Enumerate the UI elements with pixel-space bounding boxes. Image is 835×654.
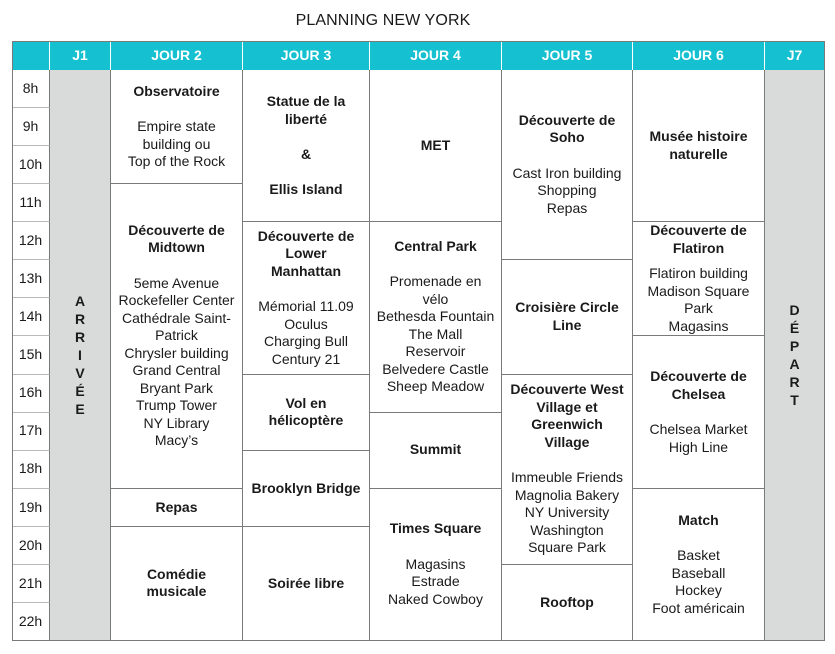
activity-item: Trump Tower <box>136 397 217 414</box>
activity-block <box>111 70 243 184</box>
activity-block <box>243 222 370 374</box>
header-col-3: JOUR 3 <box>243 41 370 70</box>
activity-title: hélicoptère <box>268 412 344 429</box>
hour-label: 9h <box>12 108 50 146</box>
activity-item: Immeuble Friends <box>510 469 624 486</box>
activity-item: Reservoir <box>405 343 466 360</box>
activity-title: Ellis Island <box>269 180 343 197</box>
activity-item: Magasins <box>668 317 729 334</box>
activity-title: Soirée libre <box>267 574 345 591</box>
hour-label: 10h <box>12 146 50 184</box>
activity-title: Découverte West <box>510 381 624 398</box>
activity-title: Manhattan <box>271 262 341 279</box>
activity-title: Rooftop <box>540 593 594 610</box>
activity-item: High Line <box>668 438 729 455</box>
header-corner <box>12 41 50 70</box>
activity-block <box>370 489 502 641</box>
activity-item: building ou <box>142 135 211 152</box>
activity-title: Line <box>552 316 582 333</box>
activity-block <box>243 70 370 222</box>
hour-label: 14h <box>12 298 50 336</box>
activity-item: Basket <box>677 547 720 564</box>
vertical-letter: R <box>74 311 86 328</box>
activity-item: Square Park <box>528 539 606 556</box>
activity-item: Charging Bull <box>263 333 349 350</box>
vertical-letter: É <box>789 320 800 337</box>
header-col-6: JOUR 6 <box>633 41 765 70</box>
header-col-5: JOUR 5 <box>502 41 633 70</box>
planning-grid <box>12 41 825 641</box>
activity-title: Village et <box>536 398 598 415</box>
vertical-letter: A <box>789 356 800 373</box>
activity-title: Chelsea <box>671 385 726 402</box>
activity-item: Century 21 <box>271 350 341 367</box>
hour-label: 19h <box>12 489 50 527</box>
activity-block <box>370 70 502 222</box>
activity-item: vélo <box>422 290 449 307</box>
activity-title: Musée histoire <box>649 128 748 145</box>
activity-item: Sheep Meadow <box>386 378 485 395</box>
vertical-letter: P <box>789 338 800 355</box>
activity-item: Flatiron building <box>649 265 748 282</box>
hour-label: 18h <box>12 451 50 489</box>
activity-item: Hockey <box>675 582 722 599</box>
vertical-letter: R <box>789 374 800 391</box>
activity-title: Découverte de <box>257 227 355 244</box>
activity-item: NY Library <box>143 414 210 431</box>
hour-label: 21h <box>12 565 50 603</box>
activity-title: Observatoire <box>133 82 220 99</box>
vertical-letter: R <box>74 329 86 346</box>
header-col-2: JOUR 2 <box>111 41 243 70</box>
activity-item: Washington <box>530 521 604 538</box>
activity-block <box>502 70 633 260</box>
hour-label: 11h <box>12 184 50 222</box>
activity-block <box>502 260 633 374</box>
activity-item: Mémorial 11.09 <box>258 298 354 315</box>
activity-item: NY University <box>524 504 610 521</box>
activity-item: Madison Square <box>647 282 750 299</box>
activity-block <box>243 527 370 641</box>
activity-item: Oculus <box>284 315 328 332</box>
activity-item: Bethesda Fountain <box>376 308 495 325</box>
vertical-letter: I <box>78 347 82 364</box>
activity-title: Times Square <box>389 520 482 537</box>
vertical-letter: D <box>789 302 800 319</box>
vertical-letter: É <box>75 383 85 400</box>
activity-title: Soho <box>549 129 585 146</box>
vertical-letter: T <box>790 392 799 409</box>
activity-block <box>633 70 765 222</box>
activity-title: Flatiron <box>672 239 725 256</box>
vertical-letter: E <box>75 401 85 418</box>
activity-block <box>111 489 243 527</box>
activity-block <box>633 489 765 641</box>
activity-title: naturelle <box>669 145 728 162</box>
activity-title: Découverte de <box>650 368 747 385</box>
vertical-letter: A <box>74 293 86 310</box>
activity-title: MET <box>420 136 451 153</box>
activity-block <box>243 451 370 527</box>
activity-block <box>111 527 243 641</box>
activity-title: Vol en <box>285 394 327 411</box>
activity-title: musicale <box>146 583 207 600</box>
vertical-letter: V <box>75 365 85 382</box>
header-col-1: J1 <box>50 41 111 70</box>
activity-title: Village <box>544 433 590 450</box>
activity-item: Park <box>684 300 713 317</box>
activity-item: Chrysler building <box>124 344 229 361</box>
activity-item: Shopping <box>537 182 597 199</box>
activity-title: & <box>300 145 312 162</box>
activity-item: Magnolia Bakery <box>514 486 620 503</box>
activity-item: Promenade en <box>389 273 482 290</box>
activity-item: Baseball <box>671 564 726 581</box>
activity-item: Estrade <box>411 573 460 590</box>
activity-title: Central Park <box>394 237 477 254</box>
activity-title: Statue de la <box>266 93 346 110</box>
activity-item: Grand Central <box>132 362 221 379</box>
activity-block <box>243 375 370 451</box>
activity-block <box>502 565 633 641</box>
activity-item: Patrick <box>155 327 198 344</box>
activity-title: Découverte de <box>650 222 747 239</box>
activity-item: 5eme Avenue <box>133 274 220 291</box>
activity-title: Brooklyn Bridge <box>251 479 361 496</box>
activity-title: Lower <box>285 245 327 262</box>
activity-title: Summit <box>409 441 462 458</box>
hour-label: 17h <box>12 413 50 451</box>
activity-item: Rockefeller Center <box>118 292 235 309</box>
activity-item: Repas <box>546 199 588 216</box>
activity-item: The Mall <box>408 325 463 342</box>
hour-label: 16h <box>12 375 50 413</box>
activity-item: Top of the Rock <box>127 153 226 170</box>
activity-item: Belvedere Castle <box>382 360 489 377</box>
activity-item: Bryant Park <box>139 379 214 396</box>
hour-label: 20h <box>12 527 50 565</box>
activity-title: Repas <box>155 498 198 515</box>
activity-block <box>111 184 243 489</box>
activity-title: Greenwich <box>531 416 603 433</box>
activity-item: Foot américain <box>652 599 745 616</box>
header-col-7: J7 <box>765 41 825 70</box>
hour-label: 15h <box>12 336 50 374</box>
page-title: PLANNING NEW YORK <box>295 12 471 29</box>
activity-title: Découverte de <box>128 221 225 238</box>
hour-label: 8h <box>12 70 50 108</box>
activity-item: Chelsea Market <box>649 421 748 438</box>
activity-item: Naked Cowboy <box>388 590 483 607</box>
activity-block <box>633 336 765 488</box>
activity-item: Empire state <box>137 118 216 135</box>
activity-title: Découverte de <box>518 111 616 128</box>
activity-block <box>370 413 502 489</box>
activity-block <box>370 222 502 412</box>
activity-title: Comédie <box>146 565 207 582</box>
activity-title: liberté <box>284 110 327 127</box>
hour-label: 12h <box>12 222 50 260</box>
activity-block <box>502 375 633 565</box>
activity-item: Macy’s <box>154 432 199 449</box>
activity-title: Midtown <box>148 239 205 256</box>
header-col-4: JOUR 4 <box>370 41 502 70</box>
hour-label: 13h <box>12 260 50 298</box>
activity-title: Croisière Circle <box>515 299 619 316</box>
hour-label: 22h <box>12 603 50 641</box>
activity-title: Match <box>678 511 719 528</box>
departure-column <box>765 70 825 641</box>
activity-item: Magasins <box>405 555 466 572</box>
arrival-column <box>50 70 111 641</box>
activity-item: Cathédrale Saint- <box>122 309 231 326</box>
activity-item: Cast Iron building <box>512 164 622 181</box>
activity-block <box>633 222 765 336</box>
